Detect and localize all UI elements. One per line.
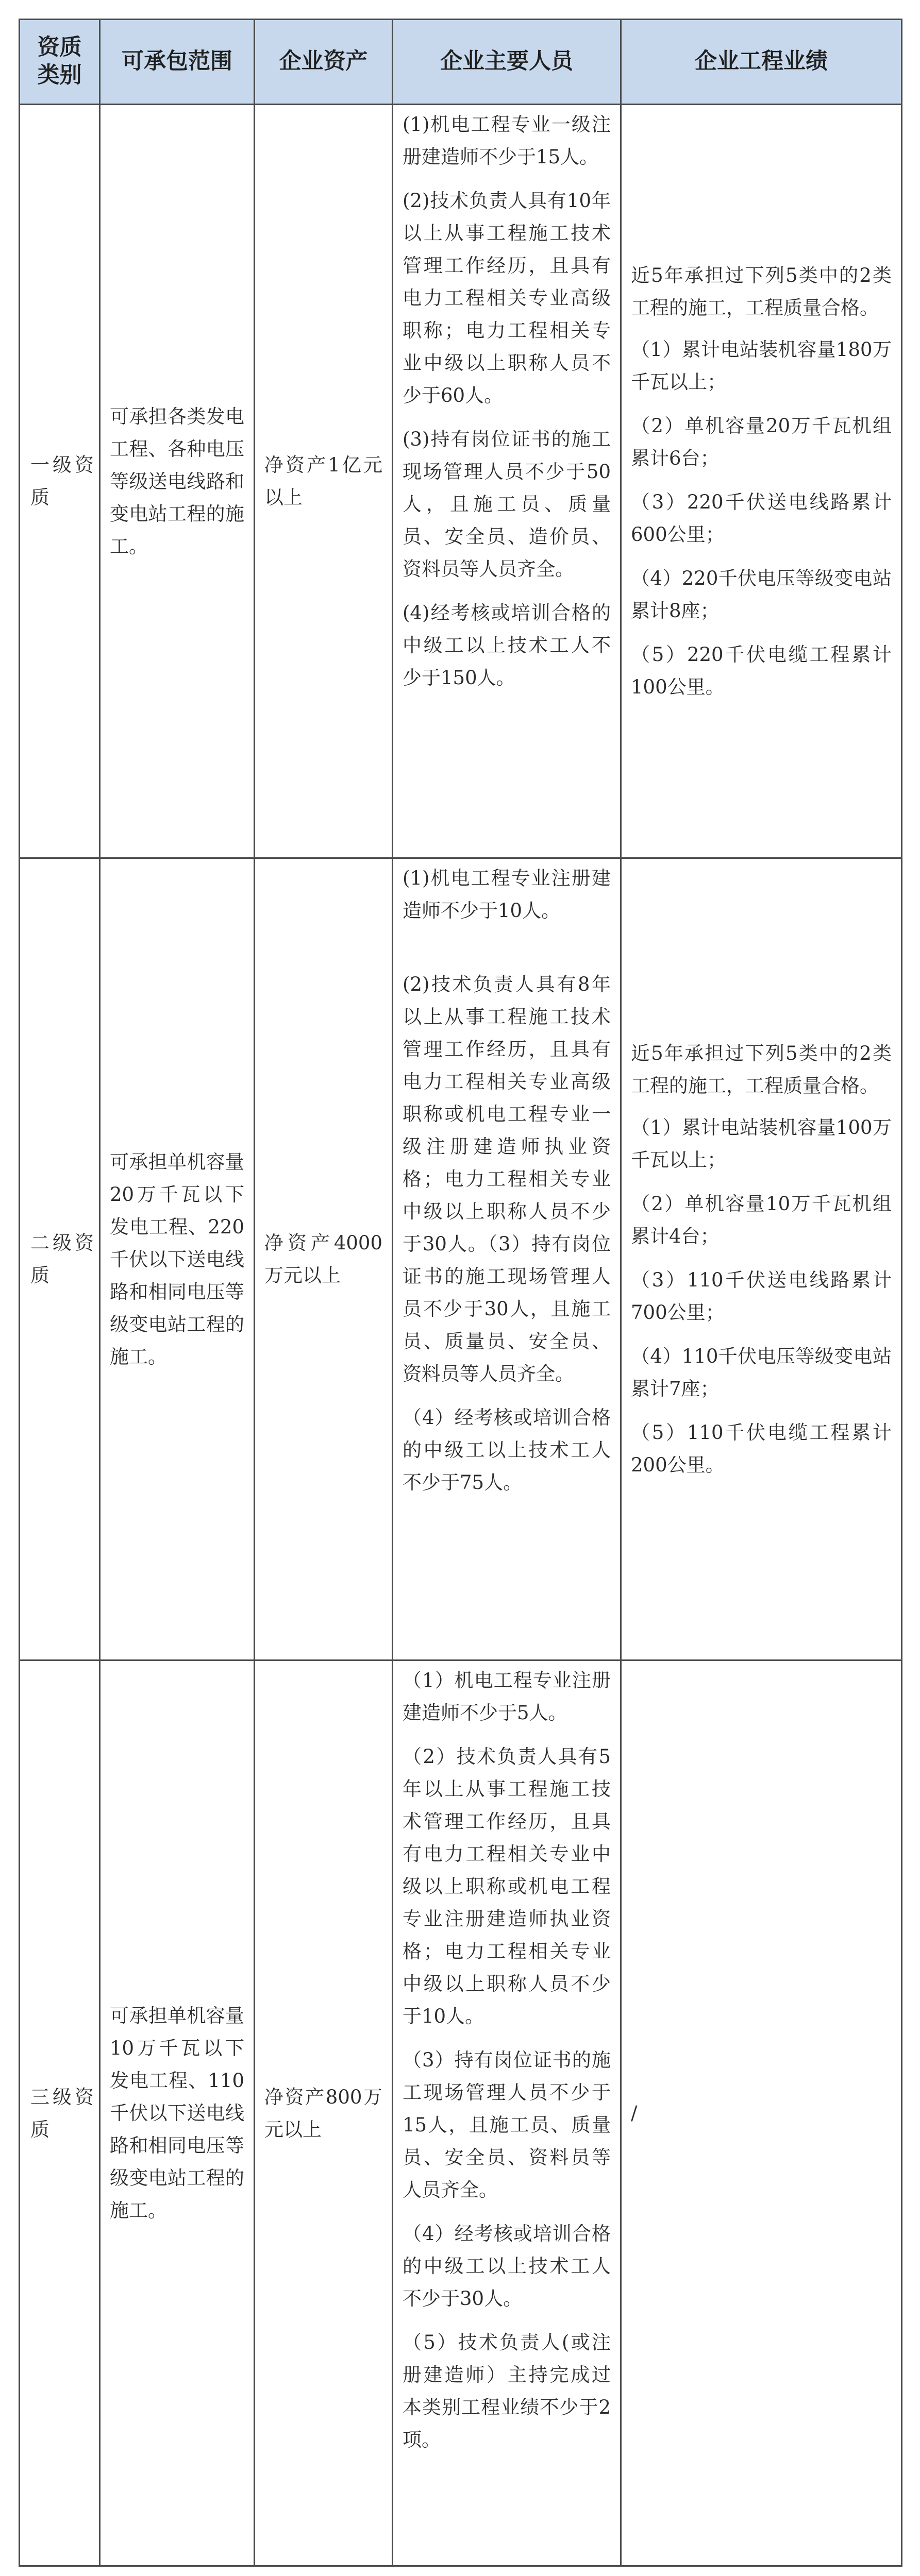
performance-item: （5）220千伏电缆工程累计100公里。 [631, 643, 892, 698]
performance-item: （4）110千伏电压等级变电站累计7座； [631, 1345, 892, 1400]
performance-empty-mark: / [631, 2102, 638, 2124]
header-assets: 企业资产 [255, 20, 393, 105]
personnel-item: (1)机电工程专业一级注册建造师不少于15人。 [403, 113, 611, 168]
personnel-item: (2)技术负责人具有10年以上从事工程施工技术管理工作经历，且具有电力工程相关专业高级职称；电力工程相关专业中级以上职称人员不少于60人。 [403, 190, 611, 406]
personnel-item: （3）持有岗位证书的施工现场管理人员不少于15人，且施工员、质量员、安全员、资料员等人员齐全。 [403, 2049, 611, 2201]
performance-item: （4）220千伏电压等级变电站累计8座； [631, 567, 892, 622]
personnel-cell [393, 105, 621, 858]
header-row [20, 20, 902, 105]
table-row [20, 858, 902, 1660]
performance-intro: 近5年承担过下列5类中的2类工程的施工，工程质量合格。 [631, 1042, 892, 1097]
table-row [20, 1660, 902, 2566]
qualification-table [19, 19, 902, 2567]
header-grade: 资质 类别 [20, 20, 100, 105]
performance-cell [621, 858, 902, 1660]
header-scope: 可承包范围 [100, 20, 255, 105]
personnel-item: （1）机电工程专业注册建造师不少于5人。 [403, 1669, 611, 1724]
scope-cell: 可承担单机容量10万千瓦以下发电工程、110千伏以下送电线路和相同电压等级变电站工程的施工。 [100, 1660, 255, 2566]
assets-cell: 净资产800万元以上 [255, 1660, 393, 2566]
grade-cell: 二级资质 [20, 858, 100, 1660]
assets-cell: 净资产1亿元以上 [255, 105, 393, 858]
performance-item: （2）单机容量10万千瓦机组累计4台； [631, 1193, 892, 1247]
header-performance: 企业工程业绩 [621, 20, 902, 105]
performance-item: （5）110千伏电缆工程累计200公里。 [631, 1421, 892, 1476]
performance-intro: 近5年承担过下列5类中的2类工程的施工，工程质量合格。 [631, 264, 892, 319]
personnel-item: （2）技术负责人具有5年以上从事工程施工技术管理工作经历，且具有电力工程相关专业中级以上职称或机电工程专业注册建造师执业资格；电力工程相关专业中级以上职称人员不少于10人。 [403, 1745, 611, 2027]
personnel-item: (1)机电工程专业注册建造师不少于10人。 [403, 867, 611, 922]
scope-cell: 可承担各类发电工程、各种电压等级送电线路和变电站工程的施工。 [100, 105, 255, 858]
table-row [20, 105, 902, 858]
personnel-item: （4）经考核或培训合格的中级工以上技术工人不少于30人。 [403, 2223, 611, 2310]
personnel-item: （5）技术负责人(或注册建造师）主持完成过本类别工程业绩不少于2项。 [403, 2331, 611, 2451]
personnel-item: （4）经考核或培训合格的中级工以上技术工人不少于75人。 [403, 1406, 611, 1494]
grade-cell: 一级资质 [20, 105, 100, 858]
personnel-cell [393, 858, 621, 1660]
personnel-item: (2)技术负责人具有8年以上从事工程施工技术管理工作经历，且具有电力工程相关专业高级职称或机电工程专业一级注册建造师执业资格；电力工程相关专业中级以上职称人员不少于30人。（3）持有岗位证书的施工现场管理人员不少于30人，且施工员、质量员、安全员、资料员等人员齐全。 [403, 973, 611, 1385]
header-personnel: 企业主要人员 [393, 20, 621, 105]
assets-cell: 净资产4000万元以上 [255, 858, 393, 1660]
performance-item: （1）累计电站装机容量100万千瓦以上； [631, 1116, 892, 1171]
performance-item: （1）累计电站装机容量180万千瓦以上； [631, 338, 892, 393]
personnel-cell [393, 1660, 621, 2566]
performance-cell [621, 105, 902, 858]
personnel-item: (3)持有岗位证书的施工现场管理人员不少于50人，且施工员、质量员、安全员、造价员、资料员等人员齐全。 [403, 428, 611, 580]
personnel-item: (4)经考核或培训合格的中级工以上技术工人不少于150人。 [403, 602, 611, 689]
performance-item: （3）220千伏送电线路累计600公里； [631, 491, 892, 546]
scope-cell: 可承担单机容量20万千瓦以下发电工程、220千伏以下送电线路和相同电压等级变电站工程的施工。 [100, 858, 255, 1660]
grade-cell: 三级资质 [20, 1660, 100, 2566]
performance-item: （3）110千伏送电线路累计700公里； [631, 1269, 892, 1324]
performance-item: （2）单机容量20万千瓦机组累计6台； [631, 415, 892, 469]
performance-cell [621, 1660, 902, 2566]
